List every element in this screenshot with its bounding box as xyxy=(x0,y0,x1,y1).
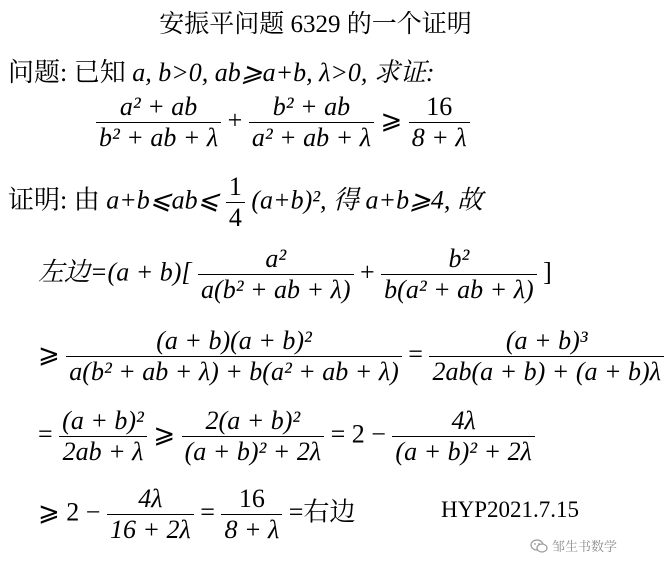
proof-inequality-c: a+b⩾4, 故 xyxy=(365,185,483,215)
lhs-fraction-2-numerator: b² + ab xyxy=(272,92,351,121)
wechat-icon xyxy=(530,539,548,553)
step-3-fraction-2-numerator: 2(a + b)² xyxy=(205,406,301,435)
step-3-fraction-1-numerator: (a + b)² xyxy=(62,406,144,435)
step-3-fraction-3-denominator: (a + b)² + 2λ xyxy=(392,436,534,467)
step-1-fraction-1 xyxy=(198,244,353,305)
step-3-equals: = 2 − xyxy=(330,419,386,449)
step-4-suffix: =右边 xyxy=(288,497,356,527)
step-4-fraction-1-numerator: 4λ xyxy=(138,484,163,513)
step-1 xyxy=(38,244,552,305)
proof-label: 证明: xyxy=(8,185,68,215)
step-1-fraction-1-numerator: a² xyxy=(265,244,287,273)
step-2-fraction-1 xyxy=(66,326,401,387)
step-4-equals: = xyxy=(200,497,215,527)
rhs-fraction-numerator: 16 xyxy=(426,92,453,121)
step-4-fraction-2-denominator: 8 + λ xyxy=(221,514,282,545)
step-1-fraction-2-numerator: b² xyxy=(448,244,470,273)
page-title: 安振平问题 6329 的一个证明 xyxy=(159,11,472,38)
step-1-fraction-2-denominator: b(a² + ab + λ) xyxy=(381,274,536,305)
lhs-fraction-2 xyxy=(249,92,374,153)
step-4 xyxy=(38,484,355,545)
step-3-fraction-1-denominator: 2ab + λ xyxy=(59,436,147,467)
step-3-fraction-2-denominator: (a + b)² + 2λ xyxy=(182,436,324,467)
lhs-fraction-1 xyxy=(96,92,221,153)
step-3-geq: ⩾ xyxy=(153,419,176,449)
step-1-prefix: 左边=(a + b)[ xyxy=(38,257,192,287)
problem-statement xyxy=(8,52,435,89)
step-3-fraction-3-numerator: 4λ xyxy=(451,406,476,435)
step-1-fraction-1-denominator: a(b² + ab + λ) xyxy=(198,274,353,305)
step-3-prefix: = xyxy=(38,419,53,449)
quarter-denominator: 4 xyxy=(226,202,245,233)
step-2-fraction-2 xyxy=(429,326,664,387)
step-3-fraction-1 xyxy=(59,406,147,467)
step-2-fraction-1-numerator: (a + b)(a + b)² xyxy=(156,326,312,355)
quarter-numerator: 1 xyxy=(228,172,242,201)
problem-condition: a, b>0, ab⩾a+b, λ>0, 求证: xyxy=(132,58,435,87)
step-4-fraction-1 xyxy=(107,484,194,545)
quarter-fraction xyxy=(226,172,245,233)
step-2-equals: = xyxy=(408,339,423,369)
geq-sign: ⩾ xyxy=(380,105,403,135)
step-1-fraction-2 xyxy=(381,244,536,305)
step-4-fraction-2 xyxy=(221,484,282,545)
signature: HYP2021.7.15 xyxy=(441,497,580,522)
step-2-fraction-2-denominator: 2ab(a + b) + (a + b)λ xyxy=(429,356,664,387)
lhs-fraction-1-denominator: b² + ab + λ xyxy=(96,122,221,153)
problem-label: 问题: xyxy=(8,58,68,87)
lhs-fraction-2-denominator: a² + ab + λ xyxy=(249,122,374,153)
proof-text-a: 由 xyxy=(73,185,100,215)
step-3-fraction-3 xyxy=(392,406,534,467)
step-4-fraction-2-numerator: 16 xyxy=(238,484,265,513)
plus-sign: + xyxy=(227,105,243,135)
step-3 xyxy=(38,406,535,467)
problem-given: 已知 xyxy=(73,58,126,87)
proof-inequality-a: a+b⩽ab⩽ xyxy=(106,185,220,215)
step-1-suffix: ] xyxy=(543,257,552,287)
step-4-fraction-1-denominator: 16 + 2λ xyxy=(107,514,194,545)
proof-inequality-b: (a+b)², 得 xyxy=(251,185,360,215)
watermark-text: 邹生书数学 xyxy=(551,539,617,554)
step-2-fraction-1-denominator: a(b² + ab + λ) + b(a² + ab + λ) xyxy=(66,356,401,387)
rhs-fraction-denominator: 8 + λ xyxy=(409,122,470,153)
lhs-fraction-1-numerator: a² + ab xyxy=(119,92,198,121)
step-1-plus: + xyxy=(360,257,375,287)
rhs-fraction xyxy=(409,92,470,153)
step-3-fraction-2 xyxy=(182,406,324,467)
step-2 xyxy=(38,326,664,387)
step-2-fraction-2-numerator: (a + b)³ xyxy=(505,326,588,355)
watermark xyxy=(530,536,617,555)
target-inequality xyxy=(96,92,470,153)
step-4-prefix: ⩾ 2 − xyxy=(38,497,101,527)
step-2-prefix: ⩾ xyxy=(38,339,60,369)
proof-intro xyxy=(8,172,483,233)
